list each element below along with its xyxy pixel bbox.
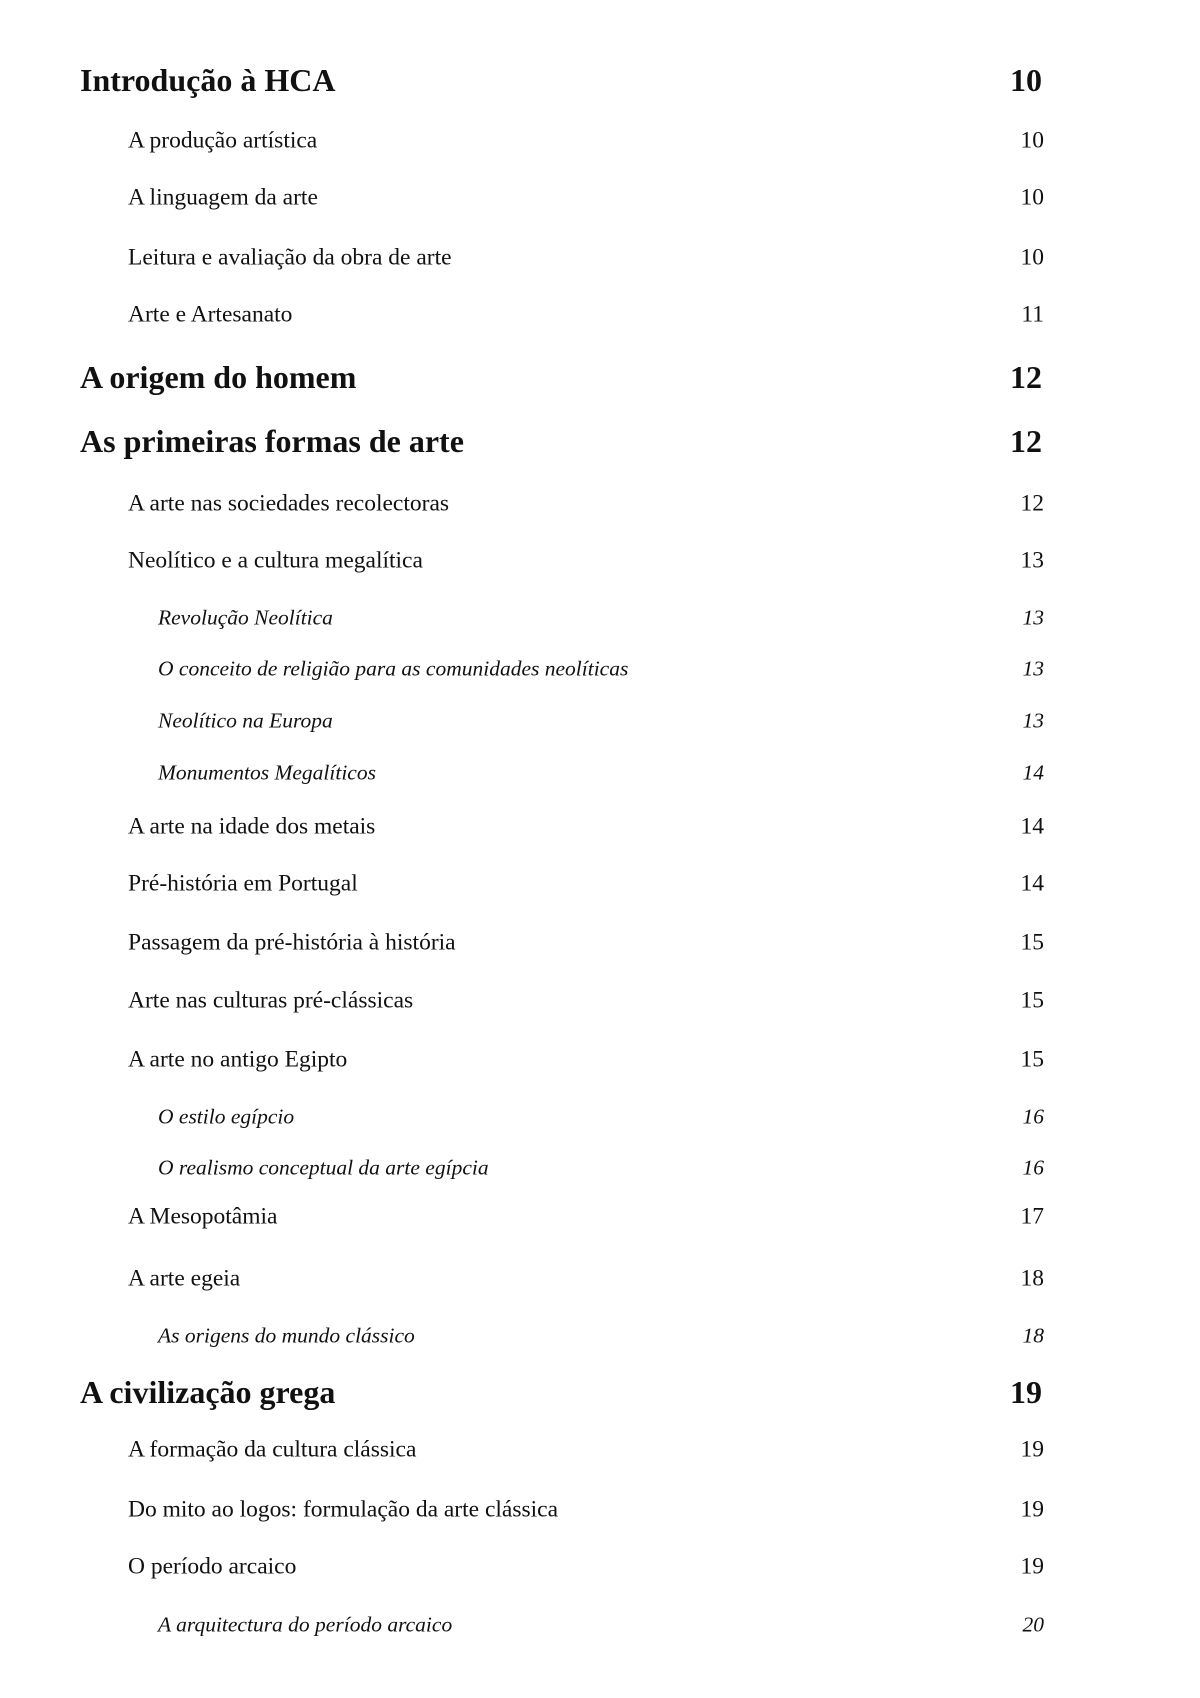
toc-section[interactable]: [0, 929, 1200, 956]
toc-entry-page: 12: [1010, 423, 1042, 459]
toc-entry-page: 14: [1022, 760, 1044, 785]
toc-entry-title: Neolítico e a cultura megalítica: [128, 547, 423, 574]
toc-section[interactable]: [0, 1046, 1200, 1073]
toc-entry-title: O conceito de religião para as comunidades neolíticas: [158, 656, 629, 681]
toc-entry-page: 13: [1022, 605, 1044, 630]
toc-entry-page: 13: [1022, 656, 1044, 681]
toc-entry-page: 19: [1020, 1436, 1044, 1463]
toc-entry-title: Arte e Artesanato: [128, 301, 293, 328]
toc-entry-title: O realismo conceptual da arte egípcia: [158, 1155, 489, 1180]
toc-entry-title: Do mito ao logos: formulação da arte clássica: [128, 1496, 559, 1523]
toc-entry-title: Leitura e avaliação da obra de arte: [128, 244, 452, 271]
toc-entry-page: 13: [1020, 547, 1044, 574]
toc-section[interactable]: [0, 870, 1200, 897]
toc-subsection[interactable]: [0, 1155, 1200, 1180]
toc-entry-title: Monumentos Megalíticos: [158, 760, 376, 785]
toc-entry-title: Arte nas culturas pré-clássicas: [128, 987, 414, 1014]
toc-entry-title: A formação da cultura clássica: [128, 1436, 417, 1463]
toc-entry-title: O estilo egípcio: [158, 1104, 295, 1129]
toc-entry-page: 12: [1010, 359, 1042, 395]
toc-chapter[interactable]: [0, 359, 1200, 395]
toc-section[interactable]: [0, 490, 1200, 517]
toc-subsection[interactable]: [0, 1323, 1200, 1348]
toc-entry-page: 14: [1020, 813, 1044, 840]
toc-section[interactable]: [0, 1496, 1200, 1523]
toc-entry-page: 11: [1021, 301, 1044, 328]
toc-entry-title: A arquitectura do período arcaico: [158, 1612, 453, 1637]
toc-section[interactable]: [0, 547, 1200, 574]
toc-entry-title: A origem do homem: [80, 359, 357, 395]
toc-entry-page: 15: [1020, 929, 1044, 956]
toc-entry-title: Neolítico na Europa: [158, 708, 333, 733]
toc-entry-page: 17: [1020, 1203, 1044, 1230]
toc-entry-title: Introdução à HCA: [80, 62, 336, 98]
toc-subsection[interactable]: [0, 1612, 1200, 1637]
toc-entry-title: A Mesopotâmia: [128, 1203, 278, 1230]
toc-entry-title: A civilização grega: [80, 1374, 336, 1410]
toc-section[interactable]: [0, 301, 1200, 328]
toc-entry-title: A arte egeia: [128, 1265, 241, 1292]
toc-entry-page: 19: [1020, 1496, 1044, 1523]
toc-subsection[interactable]: [0, 708, 1200, 733]
toc-subsection[interactable]: [0, 760, 1200, 785]
toc-section[interactable]: [0, 987, 1200, 1014]
toc-entry-title: A linguagem da arte: [128, 184, 318, 211]
toc-entry-title: As primeiras formas de arte: [80, 423, 464, 459]
toc-entry-page: 16: [1022, 1104, 1044, 1129]
toc-entry-title: Pré-história em Portugal: [128, 870, 358, 897]
toc-section[interactable]: [0, 127, 1200, 154]
toc-entry-title: A produção artística: [128, 127, 318, 154]
toc-entry-page: 13: [1022, 708, 1044, 733]
toc-section[interactable]: [0, 1203, 1200, 1230]
toc-entry-page: 15: [1020, 987, 1044, 1014]
toc-entry-page: 14: [1020, 870, 1044, 897]
toc-entry-title: O período arcaico: [128, 1553, 297, 1580]
toc-chapter[interactable]: [0, 423, 1200, 459]
toc-section[interactable]: [0, 184, 1200, 211]
toc-entry-page: 20: [1022, 1612, 1044, 1637]
toc-entry-page: 10: [1020, 244, 1044, 271]
toc-entry-title: Passagem da pré-história à história: [128, 929, 456, 956]
toc-section[interactable]: [0, 813, 1200, 840]
toc-entry-title: A arte nas sociedades recolectoras: [128, 490, 450, 517]
toc-section[interactable]: [0, 1265, 1200, 1292]
toc-entry-page: 19: [1020, 1553, 1044, 1580]
toc-entry-page: 15: [1020, 1046, 1044, 1073]
toc-subsection[interactable]: [0, 656, 1200, 681]
toc-entry-title: Revolução Neolítica: [158, 605, 333, 630]
toc-section[interactable]: [0, 1553, 1200, 1580]
toc-section[interactable]: [0, 1436, 1200, 1463]
toc-entry-page: 16: [1022, 1155, 1044, 1180]
toc-entry-page: 10: [1020, 184, 1044, 211]
toc-entry-page: 18: [1022, 1323, 1044, 1348]
toc-entry-page: 10: [1020, 127, 1044, 154]
toc-entry-page: 12: [1020, 490, 1044, 517]
toc-entry-page: 18: [1020, 1265, 1044, 1292]
toc-subsection[interactable]: [0, 605, 1200, 630]
toc-entry-page: 10: [1010, 62, 1042, 98]
toc-chapter[interactable]: [0, 1374, 1200, 1410]
toc-entry-page: 19: [1010, 1374, 1042, 1410]
toc-subsection[interactable]: [0, 1104, 1200, 1129]
toc-chapter[interactable]: [0, 62, 1200, 98]
toc-entry-title: A arte no antigo Egipto: [128, 1046, 348, 1073]
toc-entry-title: As origens do mundo clássico: [158, 1323, 415, 1348]
toc-entry-title: A arte na idade dos metais: [128, 813, 376, 840]
toc-section[interactable]: [0, 244, 1200, 271]
